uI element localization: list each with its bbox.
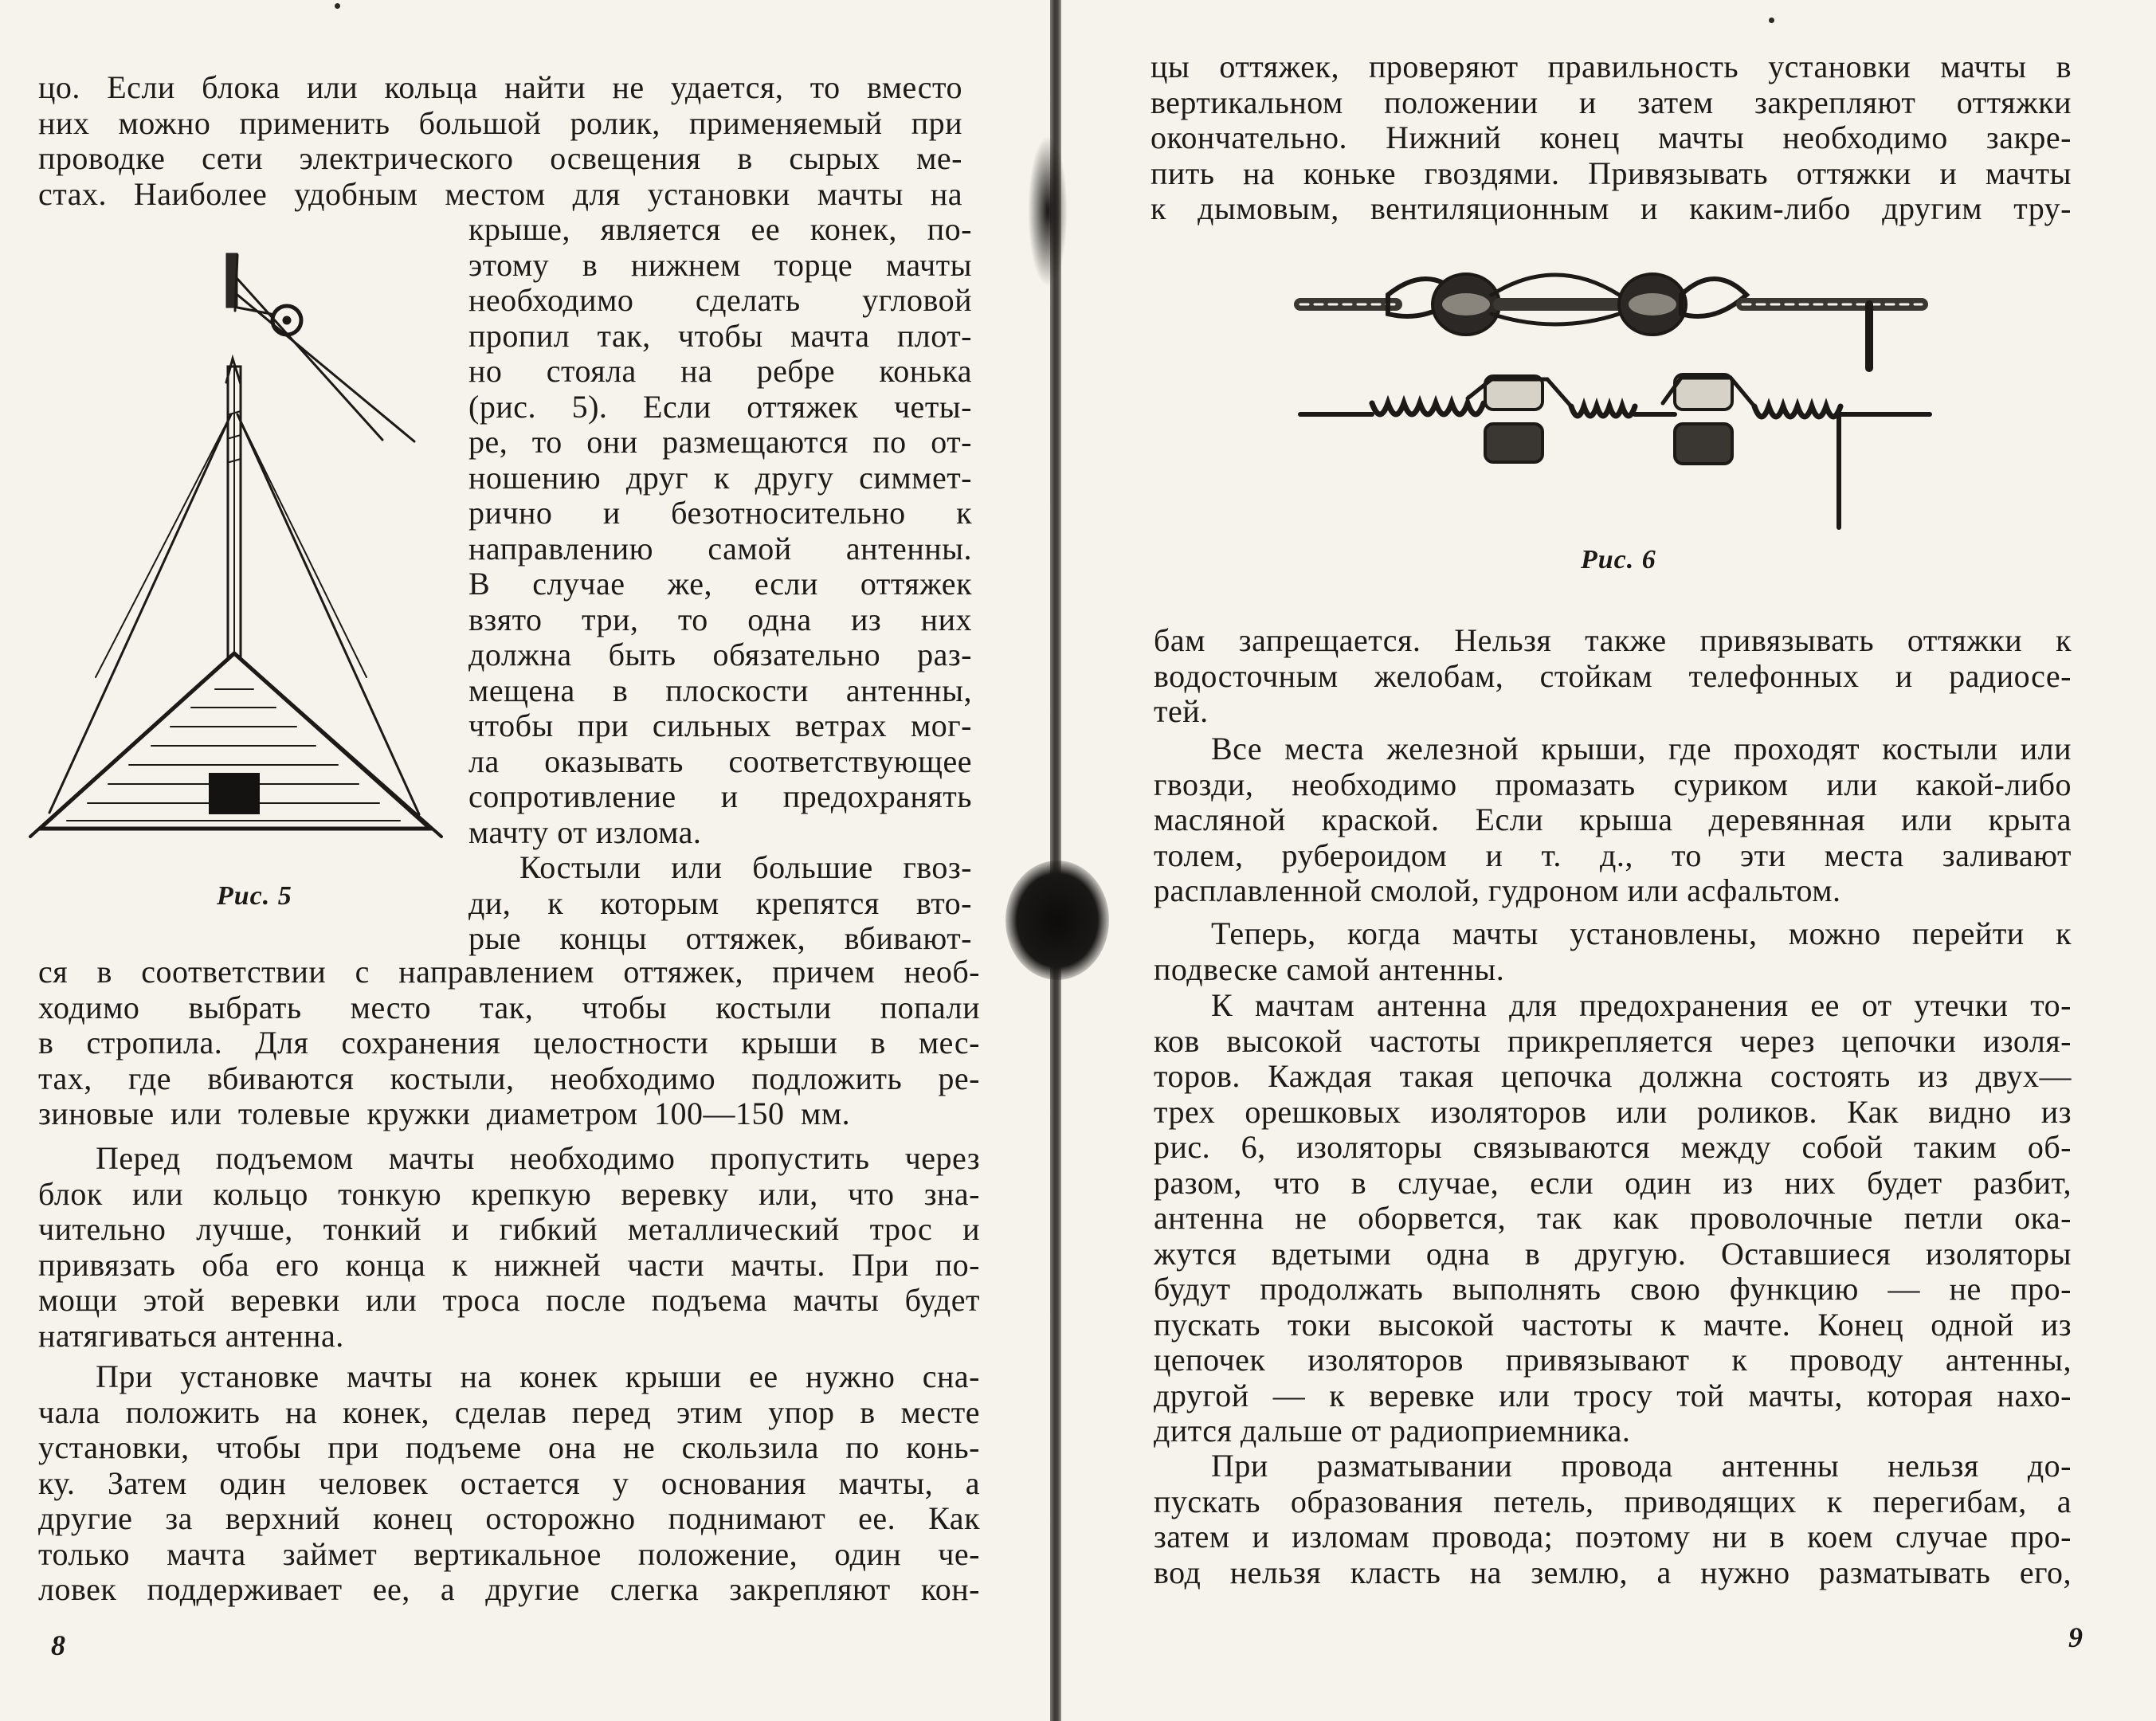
left-page: [0, 0, 1050, 1721]
text-line: направлению самой антенны.: [468, 530, 972, 566]
text-line: вод нельзя класть на землю, а нужно разматывать его,: [1154, 1554, 2072, 1590]
text-line: В случае же, если оттяжек: [468, 566, 972, 602]
attic-window: [209, 773, 260, 814]
left-top-text: [38, 70, 962, 212]
text-line: должна быть обязательно раз-: [468, 637, 972, 672]
text-line: мещена в плоскости антенны,: [468, 672, 972, 708]
text-line: пить на коньке гвоздями. Привязывать оттяжки и мачты: [1151, 155, 2072, 191]
right-para1: [1154, 623, 2072, 730]
text-line: трех орешковых изоляторов или роликов. Как видно из: [1154, 1093, 2072, 1130]
text-line: ся в соответствии с направлением оттяжек, причем необ-: [38, 954, 980, 990]
text-line: тах, где вбиваются костыли, необходимо подложить ре-: [38, 1060, 980, 1096]
text-line: антенна не оборвется, так как проволочные петли ока-: [1154, 1200, 2072, 1236]
text-line: ре, то они размещаются по от-: [468, 424, 972, 460]
page-number-left: 8: [51, 1629, 65, 1661]
text-line: стах. Наиболее удобным местом для установки мачты на: [38, 175, 962, 212]
text-line: будут продолжать выполнять свою функцию — не про-: [1154, 1271, 2072, 1307]
text-line: натягиваться антенна.: [38, 1317, 344, 1354]
text-line: этому в нижнем торце мачты: [468, 246, 972, 283]
text-line: в стропила. Для сохранения целостности крыши в мес-: [38, 1025, 980, 1060]
text-line: масляной краской. Если крыша деревянная или крыта: [1154, 802, 2072, 837]
ink-speck: [335, 3, 340, 9]
text-line: блок или кольцо тонкую крепкую веревку или, что зна-: [38, 1175, 980, 1212]
left-para3: [38, 1359, 980, 1608]
text-line: пропил так, чтобы мачта плот-: [468, 317, 972, 354]
text-line: но стояла на ребре конька: [468, 353, 972, 389]
text-line: разом, что в случае, если один из них будет разбит,: [1154, 1164, 2072, 1201]
text-line: чала положить на конек, сделав перед этим упор в месте: [38, 1394, 980, 1430]
text-line: ков высокой частоты прикрепляется через цепочки изоля-: [1154, 1022, 2072, 1059]
text-line: цепочек изоляторов привязывают к проводу антенны,: [1154, 1342, 2072, 1378]
text-line: другие за верхний конец осторожно поднимают ее. Как: [38, 1500, 980, 1536]
text-line: дится дальше от радиоприемника.: [1154, 1413, 1631, 1449]
text-line: ку. Затем один человек остается у основания мачты, а: [38, 1464, 980, 1501]
text-line: жутся вдетыми одна в другую. Оставшиеся изоляторы: [1154, 1235, 2072, 1272]
text-line: Все места железной крыши, где проходят костыли или: [1211, 731, 2072, 766]
text-line: проводке сети электрического освещения в сырых ме-: [38, 140, 962, 176]
text-line: сопротивление и предохранять: [468, 778, 972, 814]
text-line: рые концы оттяжек, вбивают-: [468, 920, 972, 956]
text-line: При установке мачты на конек крыши ее нужно сна-: [96, 1358, 980, 1394]
text-line: ди, к которым крепятся вто-: [468, 884, 972, 921]
right-para5: [1154, 1449, 2072, 1590]
text-line: цо. Если блока или кольца найти не удается, то вместо: [38, 69, 962, 105]
text-line: подвеске самой антенны.: [1154, 951, 1505, 987]
text-line: тей.: [1154, 693, 1209, 729]
text-line: вертикальном положении и затем закрепляют оттяжки: [1151, 84, 2072, 120]
figure-6-insulator-chains: [1300, 247, 1954, 534]
right-para4: [1154, 988, 2072, 1449]
text-line: водосточным желобам, стойкам телефонных и радиосе-: [1154, 657, 2072, 694]
text-line: Костыли или большие гвоз-: [519, 849, 972, 885]
text-line: мачту от излома.: [468, 813, 702, 850]
text-line: торов. Каждая такая цепочка должна состоять из двух—: [1154, 1058, 2072, 1094]
page-number-right: 9: [2068, 1621, 2083, 1653]
right-page: [1061, 0, 2156, 1721]
text-line: чительно лучше, тонкий и гибкий металлический трос и: [38, 1211, 980, 1247]
text-line: расплавленной смолой, гудроном или асфальтом.: [1154, 872, 1841, 908]
text-line: гвозди, необходимо промазать суриком или какой-либо: [1154, 766, 2072, 802]
text-line: Теперь, когда мачты установлены, можно перейти к: [1211, 915, 2072, 951]
text-line: мощи этой веревки или троса после подъема мачты будет: [38, 1282, 980, 1318]
text-line: К мачтам антенна для предохранения ее от утечки то-: [1211, 987, 2072, 1023]
text-line: другой — к веревке или тросу той мачты, которая нахо-: [1154, 1377, 2072, 1413]
left-para2: [38, 1141, 980, 1354]
right-top-text: [1151, 49, 2072, 227]
text-line: затем и изломам провода; поэтому ни в коем случае про-: [1154, 1519, 2072, 1554]
left-side-text: [468, 212, 972, 957]
text-line: (рис. 5). Если оттяжек четы-: [468, 388, 972, 425]
wire-coil: [1372, 403, 1484, 414]
text-line: бам запрещается. Нельзя также привязывать оттяжки к: [1154, 622, 2072, 658]
text-line: них можно применить большой ролик, применяемый при: [38, 104, 962, 141]
right-para2: [1154, 731, 2072, 909]
text-line: ношению друг к другу симмет-: [468, 459, 972, 496]
text-line: к дымовым, вентиляционным и каким-либо другим тру-: [1151, 190, 2072, 226]
text-line: пускать токи высокой частоты к мачте. Конец одной из: [1154, 1306, 2072, 1343]
insulator-spool-icon: [1675, 374, 1732, 410]
text-line: Перед подъемом мачты необходимо пропустить через: [96, 1140, 980, 1176]
figure-5-caption: Рис. 5: [217, 881, 292, 911]
text-line: рично и безотносительно к: [468, 495, 972, 531]
figure-5-mast-diagram: [32, 231, 478, 868]
text-line: При разматывании провода антенны нельзя до-: [1211, 1448, 2072, 1484]
text-line: окончательно. Нижний конец мачты необходимо закре-: [1151, 120, 2072, 155]
text-line: взято три, то одна из них: [468, 601, 972, 637]
left-para1-rest: [38, 955, 980, 1132]
text-line: необходимо сделать угловой: [468, 282, 972, 318]
text-line: привязать оба его конца к нижней части мачты. При по-: [38, 1246, 980, 1283]
text-line: рис. 6, изоляторы связываются между собой таким об-: [1154, 1129, 2072, 1165]
text-line: толем, рубероидом и т. д., то эти места заливают: [1154, 837, 2072, 873]
text-line: установки, чтобы при подъеме она не скользила по конь-: [38, 1429, 980, 1465]
text-line: только мачта займет вертикальное положение, один че-: [38, 1535, 980, 1572]
text-line: чтобы при сильных ветрах мог-: [468, 708, 972, 743]
text-line: пускать образования петель, приводящих к перегибам, а: [1154, 1483, 2072, 1519]
right-para3: [1154, 916, 2072, 987]
rope-line: [237, 279, 382, 440]
ink-speck: [1769, 18, 1774, 23]
text-line: зиновые или толевые кружки диаметром 100—150 мм.: [38, 1096, 851, 1131]
figure-6-caption: Рис. 6: [1581, 545, 1656, 574]
text-line: ходимо выбрать место так, чтобы костыли попали: [38, 989, 980, 1025]
text-line: ловек поддерживает ее, а другие слегка закрепляют кон-: [38, 1571, 980, 1607]
text-line: цы оттяжек, проверяют правильность установки мачты в: [1151, 49, 2072, 84]
text-line: крыше, является ее конек, по-: [468, 211, 972, 247]
text-line: ла оказывать соответствующее: [468, 743, 972, 779]
